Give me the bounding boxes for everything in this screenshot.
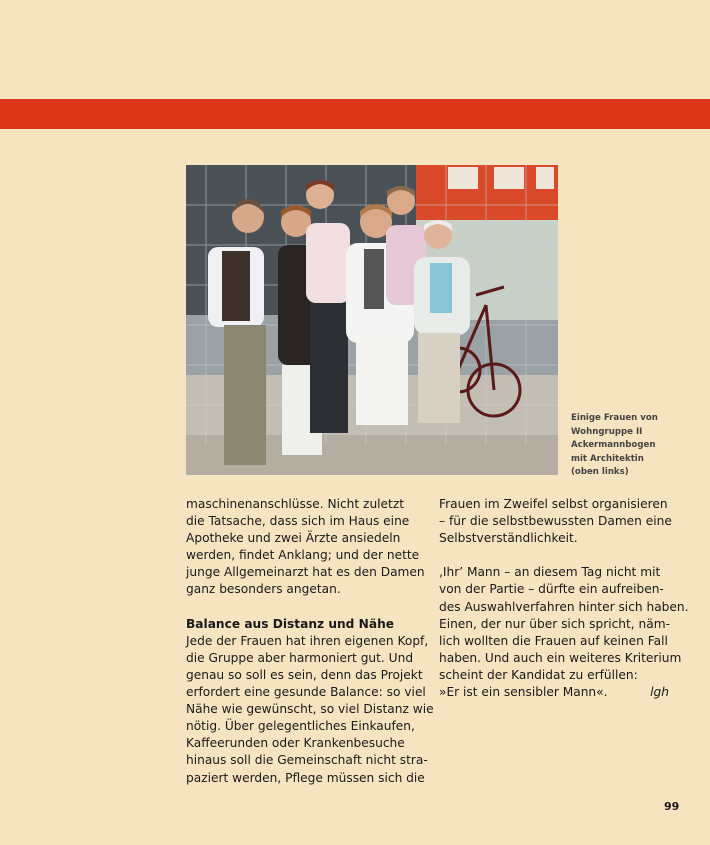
photo-caption	[571, 412, 691, 480]
text-line: maschinenanschlüsse. Nicht zuletzt	[186, 497, 405, 511]
text-line: ‚Ihr’ Mann – an diesem Tag nicht mit	[439, 565, 661, 580]
text-line: erfordert eine gesunde Balance: so viel	[186, 685, 426, 700]
closing-quote: »Er ist ein sensibler Mann«.	[439, 685, 608, 700]
text-line: Kaffeerunden oder Krankenbesuche	[186, 736, 405, 751]
text-line: des Auswahlverfahren hinter sich haben.	[439, 599, 689, 614]
text-line: haben. Und auch ein weiteres Kriterium	[439, 650, 682, 665]
text-line: Einen, der nur über sich spricht, näm-	[439, 616, 671, 631]
group-photo	[186, 165, 558, 475]
text-line: junge Allgemeinarzt hat es den Damen	[186, 565, 425, 580]
text-line: nötig. Über gelegentliches Einkaufen,	[186, 719, 415, 734]
text-line: scheint der Kandidat zu erfüllen:	[439, 667, 638, 682]
text-line: paziert werden, Pflege müssen sich die	[186, 770, 425, 785]
section-heading: Balance aus Distanz und Nähe	[186, 616, 395, 631]
header-color-band	[0, 99, 710, 129]
text-line: Jede der Frauen hat ihren eigenen Kopf,	[186, 633, 429, 648]
text-line: Selbstverständlichkeit.	[439, 531, 578, 546]
text-line: ganz besonders angetan.	[186, 582, 341, 597]
text-line: – für die selbstbewussten Damen eine	[439, 514, 672, 529]
caption-line: Ackermannbogen	[571, 440, 656, 451]
text-line: Nähe wie gewünscht, so viel Distanz wie	[186, 702, 434, 717]
text-line: genau so soll es sein, denn das Projekt	[186, 667, 423, 682]
text-line: hinaus soll die Gemeinschaft nicht stra-	[186, 753, 428, 768]
text-column-left	[186, 496, 434, 787]
caption-line: Einige Frauen von	[571, 413, 658, 423]
author-signature: lgh	[650, 685, 669, 700]
text-line: Frauen im Zweifel selbst organisieren	[439, 497, 668, 511]
text-line	[439, 684, 689, 701]
text-line: lich wollten die Frauen auf keinen Fall	[439, 633, 668, 648]
text-line: werden, findet Anklang; und der nette	[186, 548, 420, 563]
caption-line: mit Architektin	[571, 453, 644, 464]
text-line: die Gruppe aber harmoniert gut. Und	[186, 650, 414, 665]
text-line: von der Partie – dürfte ein aufreiben-	[439, 582, 664, 597]
caption-line: (oben links)	[571, 467, 629, 478]
text-column-right	[439, 496, 689, 701]
page-number: 99	[664, 800, 680, 813]
text-line: Apotheke und zwei Ärzte ansiedeln	[186, 531, 401, 546]
text-line: die Tatsache, dass sich im Haus eine	[186, 514, 410, 529]
caption-line: Wohngruppe II	[571, 426, 643, 437]
